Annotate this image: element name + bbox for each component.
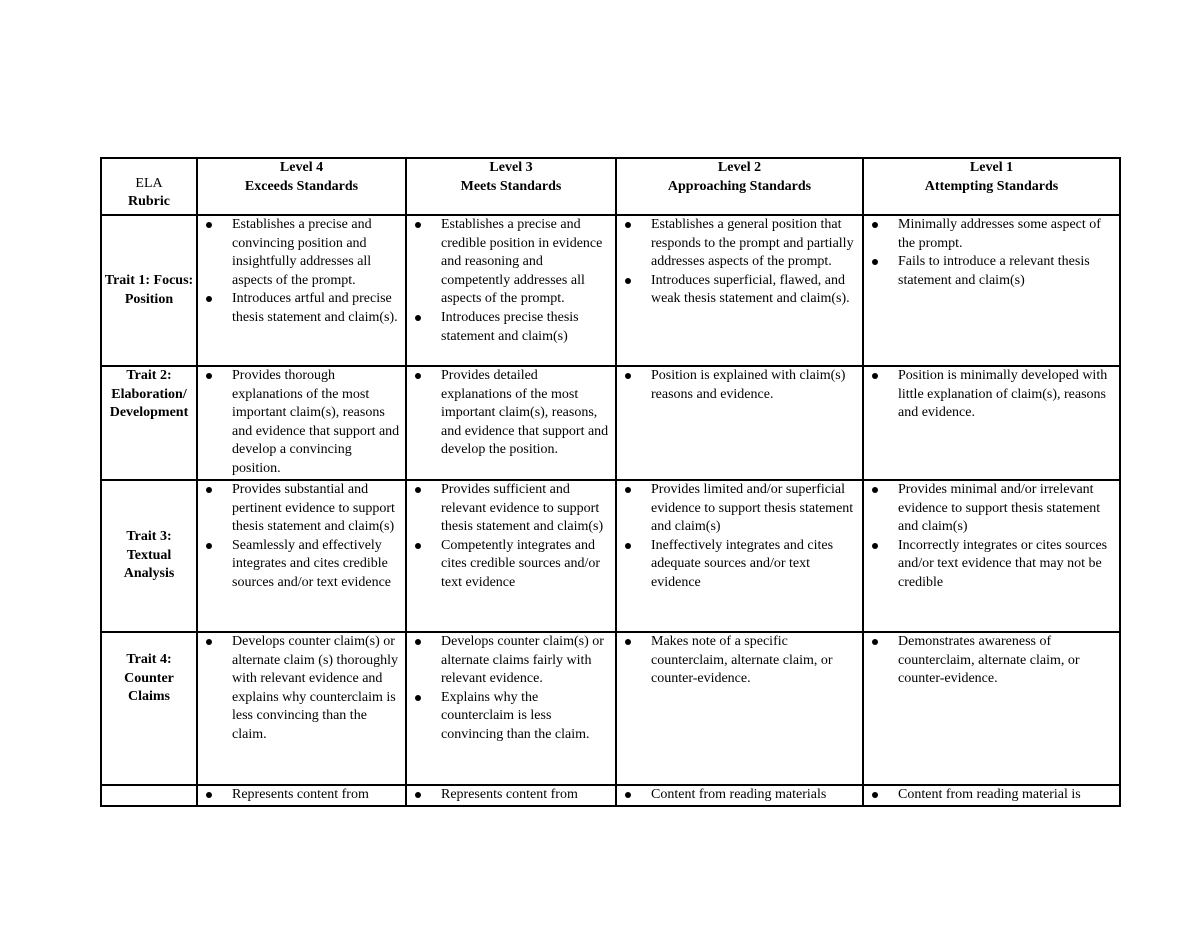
criterion-item: Demonstrates awareness of counterclaim, alternate claim, or counter-evidence. xyxy=(864,633,1119,689)
trait-row xyxy=(101,785,1120,806)
criterion-item: Provides sufficient and relevant evidence to support thesis statement and claim(s) xyxy=(407,481,615,537)
rubric-table xyxy=(100,157,1121,807)
trait-label: Trait 1: Focus: Position xyxy=(101,215,197,366)
trait-label: Trait 3: Textual Analysis xyxy=(101,480,197,632)
rubric-cell xyxy=(863,785,1120,806)
rubric-cell xyxy=(406,480,616,632)
rubric-title-line1: ELA xyxy=(135,175,163,191)
criterion-item: Establishes a general position that responds to the prompt and partially addresses aspects of the prompt. xyxy=(617,216,862,272)
criterion-item: Fails to introduce a relevant thesis statement and claim(s) xyxy=(864,253,1119,290)
rubric-cell xyxy=(863,215,1120,366)
criterion-item: Introduces precise thesis statement and claim(s) xyxy=(407,309,615,346)
level-number: Level 2 xyxy=(717,160,762,175)
rubric-cell xyxy=(616,632,863,785)
trait-label xyxy=(101,785,197,806)
criterion-item: Explains why the counterclaim is less convincing than the claim. xyxy=(407,689,615,745)
criterion-item: Represents content from xyxy=(407,786,615,805)
level-1-header xyxy=(863,158,1120,215)
level-label: Attempting Standards xyxy=(924,178,1059,194)
criterion-item: Develops counter claim(s) or alternate claim (s) thoroughly with relevant evidence and explains why counterclaim is less convincing than the claim. xyxy=(198,633,405,745)
criterion-item: Provides minimal and/or irrelevant evidence to support thesis statement and claim(s) xyxy=(864,481,1119,537)
criterion-item: Introduces artful and precise thesis statement and claim(s). xyxy=(198,290,405,327)
header-row xyxy=(101,158,1120,215)
trait-row xyxy=(101,480,1120,632)
level-label: Meets Standards xyxy=(460,178,562,194)
rubric-cell xyxy=(197,366,406,480)
trait-label: Trait 4: Counter Claims xyxy=(101,632,197,785)
criterion-item: Ineffectively integrates and cites adequate sources and/or text evidence xyxy=(617,537,862,593)
criterion-item: Introduces superficial, flawed, and weak thesis statement and claim(s). xyxy=(617,272,862,309)
level-label: Exceeds Standards xyxy=(244,178,359,194)
rubric-cell xyxy=(616,366,863,480)
criterion-item: Provides detailed explanations of the most important claim(s), reasons, and evidence that support and develop the position. xyxy=(407,367,615,460)
rubric-cell xyxy=(863,480,1120,632)
criterion-item: Establishes a precise and convincing position and insightfully addresses all aspects of the prompt. xyxy=(198,216,405,290)
rubric-cell xyxy=(197,215,406,366)
criterion-item: Position is explained with claim(s) reasons and evidence. xyxy=(617,367,862,404)
criterion-item: Content from reading materials xyxy=(617,786,862,805)
level-number: Level 1 xyxy=(969,160,1014,175)
criterion-item: Incorrectly integrates or cites sources and/or text evidence that may not be credible xyxy=(864,537,1119,593)
rubric-cell xyxy=(406,632,616,785)
level-2-header xyxy=(616,158,863,215)
trait-label: Trait 2: Elaboration/ Development xyxy=(101,366,197,480)
criterion-item: Represents content from xyxy=(198,786,405,805)
rubric-cell xyxy=(197,785,406,806)
rubric-cell xyxy=(406,215,616,366)
rubric-title-line2: Rubric xyxy=(128,194,170,210)
level-3-header xyxy=(406,158,616,215)
rubric-cell xyxy=(616,480,863,632)
criterion-item: Develops counter claim(s) or alternate claims fairly with relevant evidence. xyxy=(407,633,615,689)
rubric-cell xyxy=(197,480,406,632)
criterion-item: Competently integrates and cites credible sources and/or text evidence xyxy=(407,537,615,593)
criterion-item: Content from reading material is xyxy=(864,786,1119,805)
rubric-cell xyxy=(197,632,406,785)
level-label: Approaching Standards xyxy=(667,178,812,194)
level-number: Level 3 xyxy=(489,160,533,175)
rubric-cell xyxy=(406,785,616,806)
rubric-cell xyxy=(863,366,1120,480)
level-4-header xyxy=(197,158,406,215)
rubric-cell xyxy=(863,632,1120,785)
criterion-item: Provides substantial and pertinent evidence to support thesis statement and claim(s) xyxy=(198,481,405,537)
criterion-item: Makes note of a specific counterclaim, alternate claim, or counter-evidence. xyxy=(617,633,862,689)
trait-row xyxy=(101,632,1120,785)
rubric-cell xyxy=(616,785,863,806)
rubric-cell xyxy=(616,215,863,366)
criterion-item: Establishes a precise and credible position in evidence and reasoning and competently addresses all aspects of the prompt. xyxy=(407,216,615,309)
criterion-item: Minimally addresses some aspect of the prompt. xyxy=(864,216,1119,253)
level-number: Level 4 xyxy=(279,160,324,175)
trait-row xyxy=(101,215,1120,366)
criterion-item: Provides limited and/or superficial evidence to support thesis statement and claim(s) xyxy=(617,481,862,537)
criterion-item: Position is minimally developed with little explanation of claim(s), reasons and evidence. xyxy=(864,367,1119,423)
rubric-title-cell xyxy=(101,158,197,215)
trait-row xyxy=(101,366,1120,480)
criterion-item: Seamlessly and effectively integrates and cites credible sources and/or text evidence xyxy=(198,537,405,593)
rubric-cell xyxy=(406,366,616,480)
criterion-item: Provides thorough explanations of the most important claim(s), reasons and evidence that support and develop a convincing position. xyxy=(198,367,405,479)
